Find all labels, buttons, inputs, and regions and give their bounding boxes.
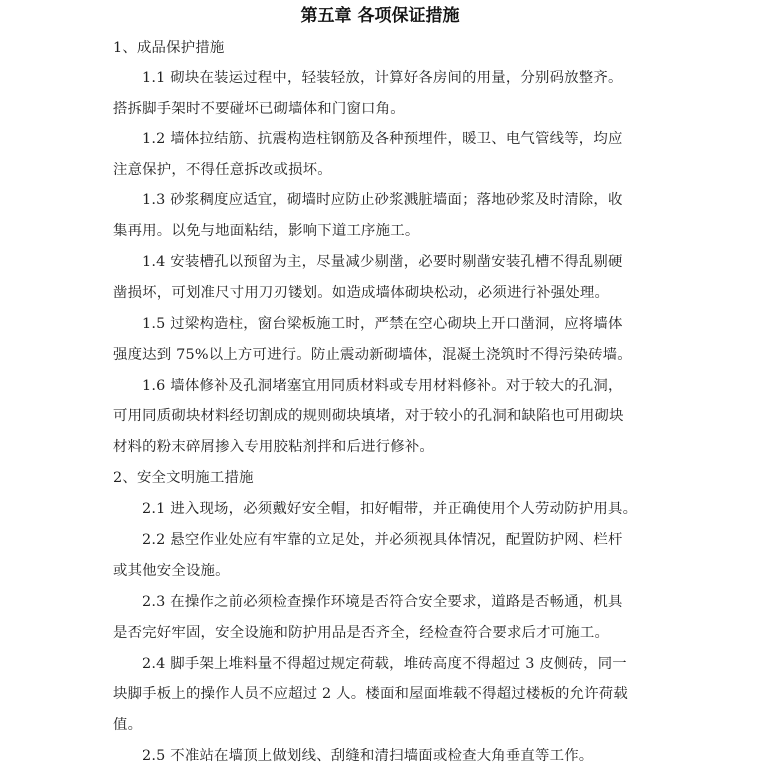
paragraph-line: 1.6 墙体修补及孔洞堵塞宜用同质材料或专用材料修补。对于较大的孔洞， bbox=[142, 378, 623, 394]
section-heading: 1、成品保护措施 bbox=[113, 40, 225, 56]
paragraph-line: 值。 bbox=[113, 717, 143, 733]
paragraph-line: 2.3 在操作之前必须检查操作环境是否符合安全要求，道路是否畅通，机具 bbox=[142, 594, 623, 610]
paragraph-line: 集再用。以免与地面粘结，影响下道工序施工。 bbox=[113, 223, 420, 239]
paragraph-line: 1.3 砂浆稠度应适宜，砌墙时应防止砂浆溅脏墙面；落地砂浆及时清除，收 bbox=[142, 192, 623, 208]
paragraph-line: 材料的粉末碎屑掺入专用胶粘剂拌和后进行修补。 bbox=[113, 439, 434, 455]
paragraph-line: 2.1 进入现场，必须戴好安全帽，扣好帽带，并正确使用个人劳动防护用具。 bbox=[142, 501, 638, 517]
paragraph-line: 可用同质砌块材料经切割成的规则砌块填堵，对于较小的孔洞和缺陷也可用砌块 bbox=[113, 408, 624, 424]
paragraph-line: 搭拆脚手架时不要碰坏已砌墙体和门窗口角。 bbox=[113, 101, 405, 117]
paragraph-line: 是否完好牢固，安全设施和防护用品是否齐全，经检查符合要求后才可施工。 bbox=[113, 625, 610, 641]
paragraph-line: 凿损坏，可划准尺寸用刀刃镂划。如造成墙体砌块松动，必须进行补强处理。 bbox=[113, 285, 610, 301]
paragraph-line: 或其他安全设施。 bbox=[113, 563, 230, 579]
paragraph-line: 1.2 墙体拉结筋、抗震构造柱钢筋及各种预埋件，暖卫、电气管线等，均应 bbox=[142, 131, 623, 147]
paragraph-line: 2.5 不准站在墙顶上做划线、刮缝和清扫墙面或检查大角垂直等工作。 bbox=[142, 748, 594, 764]
paragraph-line: 块脚手板上的操作人员不应超过 2 人。楼面和屋面堆载不得超过楼板的允许荷载 bbox=[113, 686, 628, 702]
paragraph-line: 2.4 脚手架上堆料量不得超过规定荷载，堆砖高度不得超过 3 皮侧砖，同一 bbox=[142, 656, 627, 672]
paragraph-line: 1.5 过梁构造柱，窗台梁板施工时，严禁在空心砌块上开口凿洞，应将墙体 bbox=[142, 316, 623, 332]
paragraph-line: 注意保护，不得任意拆改或损坏。 bbox=[113, 162, 332, 178]
paragraph-line: 强度达到 75%以上方可进行。防止震动新砌墙体，混凝土浇筑时不得污染砖墙。 bbox=[113, 347, 632, 363]
paragraph-line: 1.4 安装槽孔以预留为主，尽量减少剔凿，必要时剔凿安装孔槽不得乱剔硬 bbox=[142, 254, 623, 270]
section-heading: 2、安全文明施工措施 bbox=[113, 470, 254, 486]
paragraph-line: 1.1 砌块在装运过程中，轻装轻放，计算好各房间的用量，分别码放整齐。 bbox=[142, 70, 623, 86]
chapter-title: 第五章 各项保证措施 bbox=[300, 6, 460, 26]
paragraph-line: 2.2 悬空作业处应有牢靠的立足处，并必须视具体情况，配置防护网、栏杆 bbox=[142, 532, 623, 548]
